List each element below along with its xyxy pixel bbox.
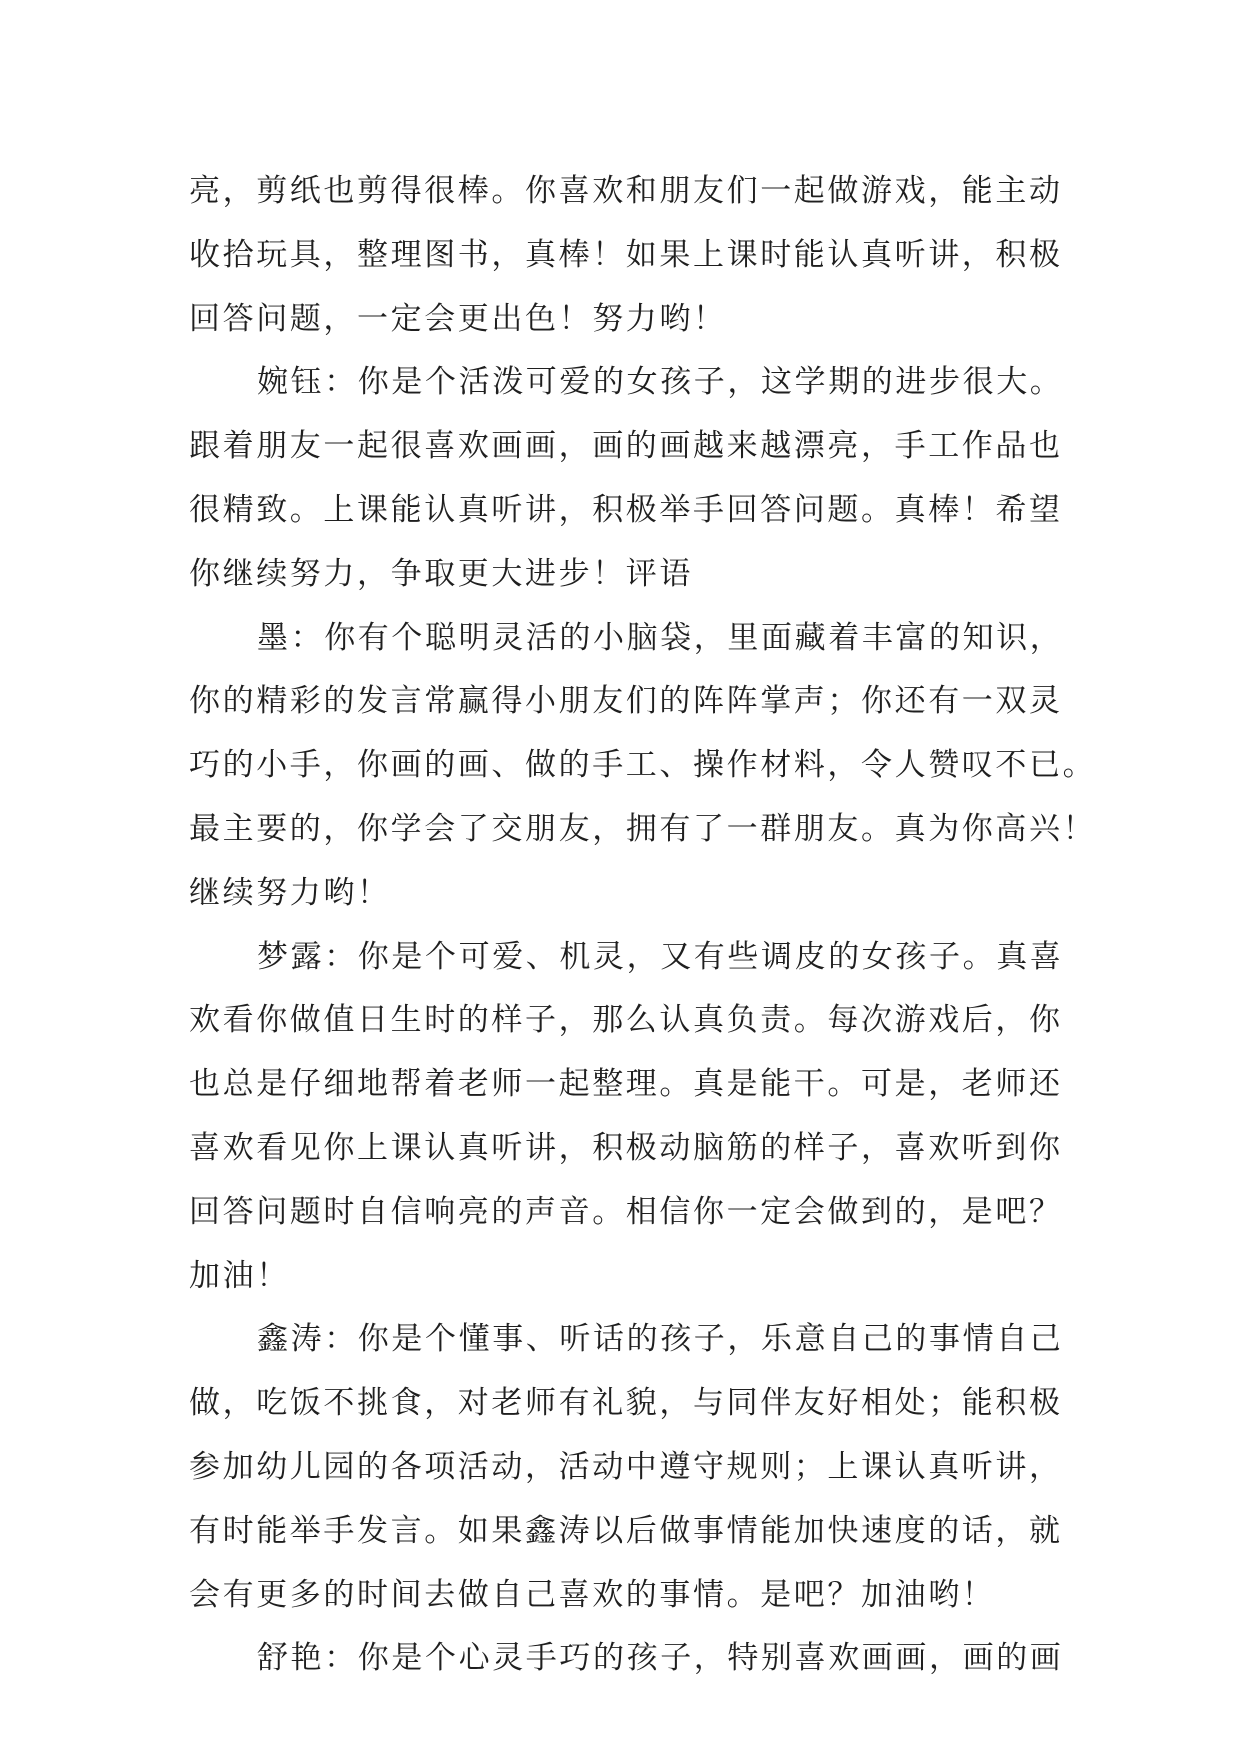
document-body xyxy=(189,160,1097,1691)
paragraph-start-wanyu: 婉钰：你是个活泼可爱的女孩子，这学期的进步很大。 xyxy=(257,364,1064,401)
text-line: 参加幼儿园的各项活动，活动中遵守规则；上课认真听讲， xyxy=(189,1448,1063,1485)
text-line: 收拾玩具，整理图书，真棒！如果上课时能认真听讲，积极 xyxy=(189,236,1063,273)
paragraph-start-xintao: 鑫涛：你是个懂事、听话的孩子，乐意自己的事情自己 xyxy=(257,1321,1064,1358)
text-line: 回答问题时自信响亮的声音。相信你一定会做到的，是吧？ xyxy=(189,1193,1063,1230)
text-line: 有时能举手发言。如果鑫涛以后做事情能加快速度的话，就 xyxy=(189,1512,1063,1549)
text-line: 也总是仔细地帮着老师一起整理。真是能干。可是，老师还 xyxy=(189,1066,1063,1103)
text-line: 很精致。上课能认真听讲，积极举手回答问题。真棒！希望 xyxy=(189,491,1063,528)
paragraph-start-mo: 墨：你有个聪明灵活的小脑袋，里面藏着丰富的知识， xyxy=(257,619,1064,656)
text-line: 喜欢看见你上课认真听讲，积极动脑筋的样子，喜欢听到你 xyxy=(189,1129,1063,1166)
text-line: 最主要的，你学会了交朋友，拥有了一群朋友。真为你高兴！ xyxy=(189,810,1097,847)
text-line: 你继续努力，争取更大进步！评语 xyxy=(189,555,693,592)
paragraph-start-menglu: 梦露：你是个可爱、机灵，又有些调皮的女孩子。真喜 xyxy=(257,938,1064,975)
text-line: 加油！ xyxy=(189,1257,290,1294)
text-line: 巧的小手，你画的画、做的手工、操作材料，令人赞叹不已。 xyxy=(189,747,1097,784)
text-line: 欢看你做值日生时的样子，那么认真负责。每次游戏后，你 xyxy=(189,1002,1063,1039)
text-line: 回答问题，一定会更出色！努力哟！ xyxy=(189,300,727,337)
text-line: 做，吃饭不挑食，对老师有礼貌，与同伴友好相处；能积极 xyxy=(189,1385,1063,1422)
text-line: 跟着朋友一起很喜欢画画，画的画越来越漂亮，手工作品也 xyxy=(189,428,1063,465)
text-line: 继续努力哟！ xyxy=(189,874,391,911)
text-line: 你的精彩的发言常赢得小朋友们的阵阵掌声；你还有一双灵 xyxy=(189,683,1063,720)
text-line: 亮，剪纸也剪得很棒。你喜欢和朋友们一起做游戏，能主动 xyxy=(189,173,1063,209)
text-line: 会有更多的时间去做自己喜欢的事情。是吧？加油哟！ xyxy=(189,1576,996,1613)
paragraph-start-shuyan: 舒艳：你是个心灵手巧的孩子，特别喜欢画画，画的画 xyxy=(257,1640,1064,1677)
